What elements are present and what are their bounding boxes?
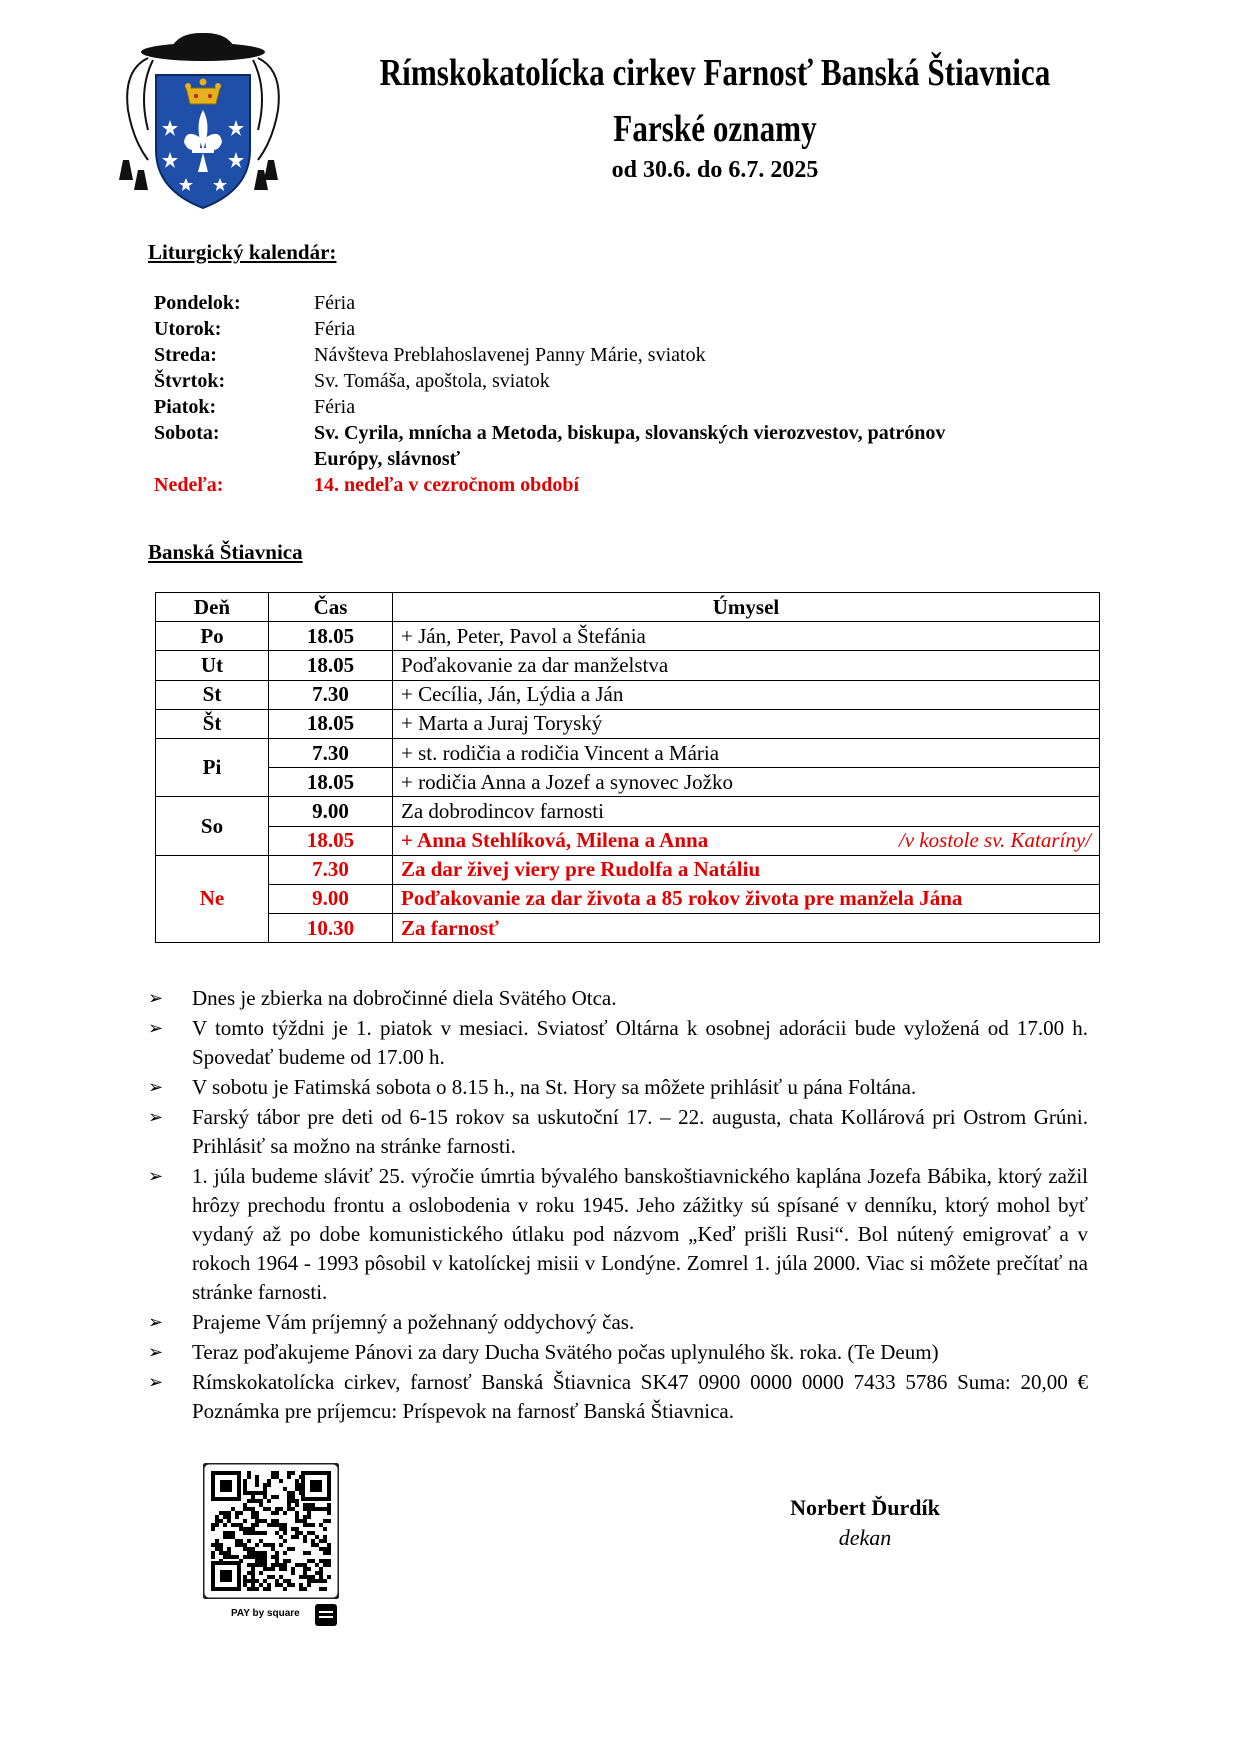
intention-cell: + Cecília, Ján, Lýdia a Ján <box>393 680 1100 709</box>
table-row <box>156 738 1100 767</box>
time-cell: 7.30 <box>269 738 393 767</box>
calendar-celebration: 14. nedeľa v cezročnom období <box>314 474 580 496</box>
time-cell: 9.00 <box>269 797 393 826</box>
list-item <box>148 1338 1088 1367</box>
pay-by-square-label: PAY by square <box>231 1608 300 1619</box>
liturgical-calendar <box>154 290 1084 498</box>
calendar-day: Nedeľa: <box>154 474 224 496</box>
day-cell: St <box>156 680 269 709</box>
intention-cell: Za farnosť <box>393 914 1100 943</box>
table-row <box>156 855 1100 884</box>
signature-name: Norbert Ďurdík <box>790 1495 940 1520</box>
liturgical-calendar-heading: Liturgický kalendár: <box>148 240 337 264</box>
table-row <box>156 797 1100 826</box>
day-cell: So <box>156 797 269 855</box>
calendar-day: Pondelok: <box>154 292 241 314</box>
time-cell: 18.05 <box>269 622 393 651</box>
table-header-row <box>156 593 1100 622</box>
intention-cell <box>393 826 1100 855</box>
calendar-row <box>154 316 1084 342</box>
calendar-celebration: Féria <box>314 396 356 418</box>
list-item <box>148 1162 1088 1307</box>
announcement-text: Teraz poďakujeme Pánovi za dary Ducha Svätého počas uplynulého šk. roka. (Te Deum) <box>192 1340 939 1364</box>
arrow-bullet-icon: ➢ <box>148 1342 164 1362</box>
day-cell: Ut <box>156 651 269 680</box>
calendar-celebration-line: Európy, slávnosť <box>314 448 461 470</box>
announcement-text: Dnes je zbierka na dobročinné diela Svätého Otca. <box>192 986 617 1010</box>
calendar-celebration <box>314 420 1084 472</box>
table-row <box>156 826 1100 855</box>
calendar-day: Piatok: <box>154 396 217 418</box>
table-row <box>156 768 1100 797</box>
announcement-text: Rímskokatolícka cirkev, farnosť Banská Štiavnica SK47 0900 0000 0000 7433 5786 Suma: 20,00 € Poznámka pre príjemcu: Príspevok na farnosť Banská Štiavnica. <box>192 1370 1088 1423</box>
calendar-celebration: Féria <box>314 318 356 340</box>
page-subtitle: Farské oznamy <box>613 108 817 150</box>
location-note: /v kostole sv. Kataríny/ <box>898 828 1091 853</box>
announcement-text: Farský tábor pre deti od 6-15 rokov sa uskutoční 17. – 22. augusta, chata Kollárová pri Ostrom Grúni. Prihlásiť sa možno na stránke farnosti. <box>192 1105 1088 1158</box>
time-cell: 18.05 <box>269 768 393 797</box>
time-cell: 18.05 <box>269 651 393 680</box>
date-range: od 30.6. do 6.7. 2025 <box>611 157 819 183</box>
time-cell: 7.30 <box>269 680 393 709</box>
calendar-row <box>154 368 1084 394</box>
list-item <box>148 984 1088 1013</box>
list-item <box>148 1014 1088 1072</box>
arrow-bullet-icon: ➢ <box>148 1372 164 1392</box>
arrow-bullet-icon: ➢ <box>148 988 164 1008</box>
calendar-celebration: Féria <box>314 292 356 314</box>
announcement-text: Prajeme Vám príjemný a požehnaný oddychový čas. <box>192 1310 635 1334</box>
day-cell: Št <box>156 709 269 738</box>
calendar-celebration: Sv. Tomáša, apoštola, sviatok <box>314 370 550 392</box>
calendar-day: Sobota: <box>154 422 220 444</box>
time-cell: 7.30 <box>269 855 393 884</box>
parish-crest-logo <box>108 30 298 215</box>
pay-by-square-badge <box>203 1604 339 1628</box>
table-row <box>156 709 1100 738</box>
calendar-celebration: Návšteva Preblahoslavenej Panny Márie, sviatok <box>314 344 706 366</box>
calendar-row <box>154 290 1084 316</box>
table-row <box>156 884 1100 913</box>
table-row <box>156 622 1100 651</box>
calendar-row <box>154 472 1084 498</box>
calendar-day: Streda: <box>154 344 217 366</box>
day-cell: Ne <box>156 855 269 943</box>
calendar-day: Štvrtok: <box>154 370 226 392</box>
payment-qr-code[interactable] <box>203 1463 339 1599</box>
list-item <box>148 1308 1088 1337</box>
table-row <box>156 914 1100 943</box>
intention-content <box>401 827 1091 854</box>
table-row <box>156 651 1100 680</box>
table-row <box>156 680 1100 709</box>
intention-cell: + st. rodičia a rodičia Vincent a Mária <box>393 738 1100 767</box>
day-cell: Po <box>156 622 269 651</box>
arrow-bullet-icon: ➢ <box>148 1312 164 1332</box>
announcement-text: V tomto týždni je 1. piatok v mesiaci. Sviatosť Oltárna k osobnej adorácii bude vyložená od 17.00 h. Spovedať budeme od 17.00 h. <box>192 1016 1088 1069</box>
calendar-row <box>154 420 1084 472</box>
calendar-day: Utorok: <box>154 318 222 340</box>
intention-cell: + rodičia Anna a Jozef a synovec Jožko <box>393 768 1100 797</box>
card-icon <box>315 1604 337 1626</box>
announcement-text: V sobotu je Fatimská sobota o 8.15 h., na St. Hory sa môžete prihlásiť u pána Foltána. <box>192 1075 917 1099</box>
column-header: Deň <box>156 593 269 622</box>
intention-cell: Poďakovanie za dar manželstva <box>393 651 1100 680</box>
arrow-bullet-icon: ➢ <box>148 1107 164 1127</box>
calendar-celebration-line: Sv. Cyrila, mnícha a Metoda, biskupa, slovanských vierozvestov, patrónov <box>314 422 946 444</box>
time-cell: 18.05 <box>269 826 393 855</box>
list-item <box>148 1368 1088 1426</box>
arrow-bullet-icon: ➢ <box>148 1018 164 1038</box>
column-header: Čas <box>269 593 393 622</box>
announcement-text: 1. júla budeme sláviť 25. výročie úmrtia bývalého banskoštiavnického kaplána Jozefa Bábika, ktorý zažil hrôzy prechodu frontu a oslobodenia v roku 1945. Jeho zážitky sú spísané v denníku, ktorý mohol byť vydaný až po dobe komunistického útlaku pod názvom „Keď prišli Rusi“. Bol nútený emigrovať a v rokoch 1964 - 1993 pôsobil v katolíckej misii v Londýne. Zomrel 1. júla 2000. Viac si môžete prečítať na stránke farnosti. <box>192 1164 1088 1304</box>
calendar-row <box>154 342 1084 368</box>
list-item <box>148 1073 1088 1102</box>
arrow-bullet-icon: ➢ <box>148 1077 164 1097</box>
intention-cell: Za dar živej viery pre Rudolfa a Natáliu <box>393 855 1100 884</box>
intention-text: + Anna Stehlíková, Milena a Anna <box>401 828 709 853</box>
signature-role: dekan <box>838 1525 892 1550</box>
announcements-list <box>148 984 1088 1427</box>
column-header: Úmysel <box>393 593 1100 622</box>
intention-cell: + Marta a Juraj Toryský <box>393 709 1100 738</box>
mass-schedule-heading: Banská Štiavnica <box>148 540 303 564</box>
intention-cell: Za dobrodincov farnosti <box>393 797 1100 826</box>
calendar-row <box>154 394 1084 420</box>
time-cell: 10.30 <box>269 914 393 943</box>
time-cell: 18.05 <box>269 709 393 738</box>
day-cell: Pi <box>156 738 269 796</box>
intention-cell: Poďakovanie za dar života a 85 rokov života pre manžela Jána <box>393 884 1100 913</box>
time-cell: 9.00 <box>269 884 393 913</box>
arrow-bullet-icon: ➢ <box>148 1166 164 1186</box>
mass-schedule-table <box>155 592 1100 943</box>
list-item <box>148 1103 1088 1161</box>
intention-cell: + Ján, Peter, Pavol a Štefánia <box>393 622 1100 651</box>
page-title: Rímskokatolícka cirkev Farnosť Banská Štiavnica <box>379 52 1051 94</box>
